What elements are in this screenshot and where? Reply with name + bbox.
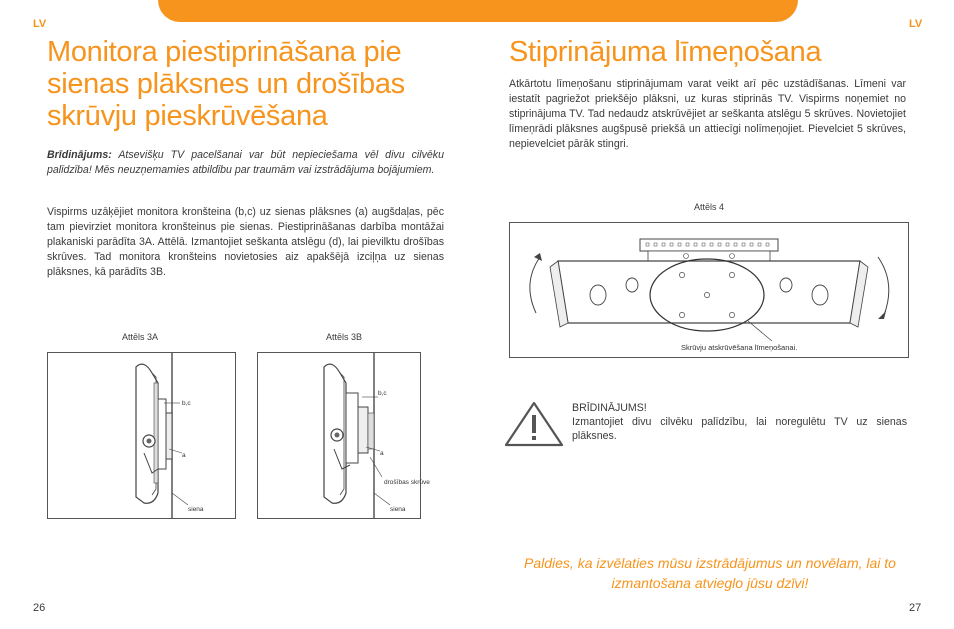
- leader-wall: [374, 493, 390, 505]
- leader-wall: [172, 493, 188, 505]
- figure-3a-drawing: [48, 353, 235, 518]
- fig4-leader: [748, 321, 772, 341]
- right-warning-title: BRĪDINĀJUMS!: [572, 402, 647, 414]
- label-a: a: [182, 452, 186, 459]
- left-warning-text: Atsevišķu TV pacelšanai var būt nepieciešama vēl divu cilvēku palīdzība! Mēs neuzņemamies atbildību par traumām vai izstrādājuma bojājumiem.: [47, 149, 444, 176]
- cutout-1: [590, 285, 606, 305]
- rail-screw-left: [684, 254, 689, 259]
- right-body-text: Atkārtotu līmeņošanu stiprinājumam varat veikt arī pēc uzstādīšanas. Līmeni var iestatīt pagriežot priekšējo plāksni, uz kuras stiprinās TV. Vispirms noņemiet no stiprinājuma TV. Tad nedaudz atskrūvējiet ar seškanta atslēgu 5 skrūves. Novietojiet līmeņrādi plāksnes augšpusē priekšā un attiecīgi nolīmeņojiet. Pievelciet 5 skrūves, nepievelciet pārāk stingri.: [509, 78, 906, 150]
- right-warning-text: Izmantojiet divu cilvēku palīdzību, lai noregulētu TV uz sienas plāksnes.: [572, 416, 907, 442]
- left-warning-label: Brīdinājums:: [47, 149, 112, 161]
- fig3a-caption: Attēls 3A: [122, 332, 159, 342]
- figure-3a: [47, 352, 236, 519]
- wall-plate: [166, 413, 172, 459]
- pivot-center: [335, 433, 340, 438]
- monitor-bracket-plate: [154, 383, 158, 483]
- fig3b-caption: Attēls 3B: [326, 332, 363, 342]
- left-page-title: Monitora piestiprināšana pie sienas plāksnes un drošības skrūvju pieskrūvēšana: [47, 36, 405, 132]
- figure-4: [509, 222, 909, 358]
- label-wall: siena: [390, 506, 406, 513]
- header-tab: [158, 0, 798, 22]
- pivot-center: [147, 439, 152, 444]
- fig4-caption: Attēls 4: [694, 202, 725, 212]
- left-warning: [47, 148, 444, 178]
- language-tag-left: LV: [33, 18, 47, 30]
- rail-screw-right: [730, 254, 735, 259]
- cutout-4: [812, 285, 828, 305]
- cutout-3: [780, 278, 792, 292]
- page-number-right: 27: [909, 602, 922, 614]
- label-safety-screw: drošības skrūve: [384, 479, 430, 486]
- language-tag-right: LV: [909, 18, 923, 30]
- warning-triangle-icon: [503, 400, 565, 448]
- cutout-2: [626, 278, 638, 292]
- monitor-bracket: [346, 393, 358, 463]
- label-bc: b,c: [182, 400, 191, 407]
- leader-screw: [370, 457, 382, 477]
- thank-you-message: Paldies, ka izvēlaties mūsu izstrādājumus un novēlam, lai to izmantošana atvieglo jūsu dzīvi!: [524, 555, 896, 591]
- rotate-arrowhead-right: [878, 311, 886, 319]
- wall-plate-edge: [368, 413, 374, 449]
- fig4-label: Skrūvju atskrūvēšana līmeņošanai.: [681, 343, 798, 352]
- monitor-bracket: [158, 399, 166, 469]
- figure-3b-drawing: [258, 353, 430, 518]
- top-rail: [640, 239, 778, 251]
- label-wall: siena: [188, 506, 204, 513]
- figure-4-drawing: [510, 223, 908, 357]
- label-a: a: [380, 450, 384, 457]
- label-bc: b,c: [378, 390, 387, 397]
- rotate-arrow-left: [530, 257, 540, 313]
- figure-3b: [257, 352, 430, 519]
- right-page-title: Stiprinājuma līmeņošana: [509, 36, 822, 68]
- wall-plate: [358, 407, 368, 453]
- rotate-arrow-right: [878, 257, 889, 315]
- left-body-text: Vispirms uzāķējiet monitora kronšteina (b,c) uz sienas plāksnes (a) augšdaļas, pēc tam pievirziet monitora kronšteinus pie sienas. Piestiprināšanas darbība montāžai plakaniski parādīta 3A. Attēlā. Izmantojiet seškanta atslēgu (d), lai pievilktu drošības skrūves. Tad monitora kronšteins novietosies aiz apakšējā izciļņa uz sienas plāksnes, kā parādīts 3B.: [47, 206, 444, 278]
- page-number-left: 26: [33, 602, 46, 614]
- right-warning: [572, 401, 907, 443]
